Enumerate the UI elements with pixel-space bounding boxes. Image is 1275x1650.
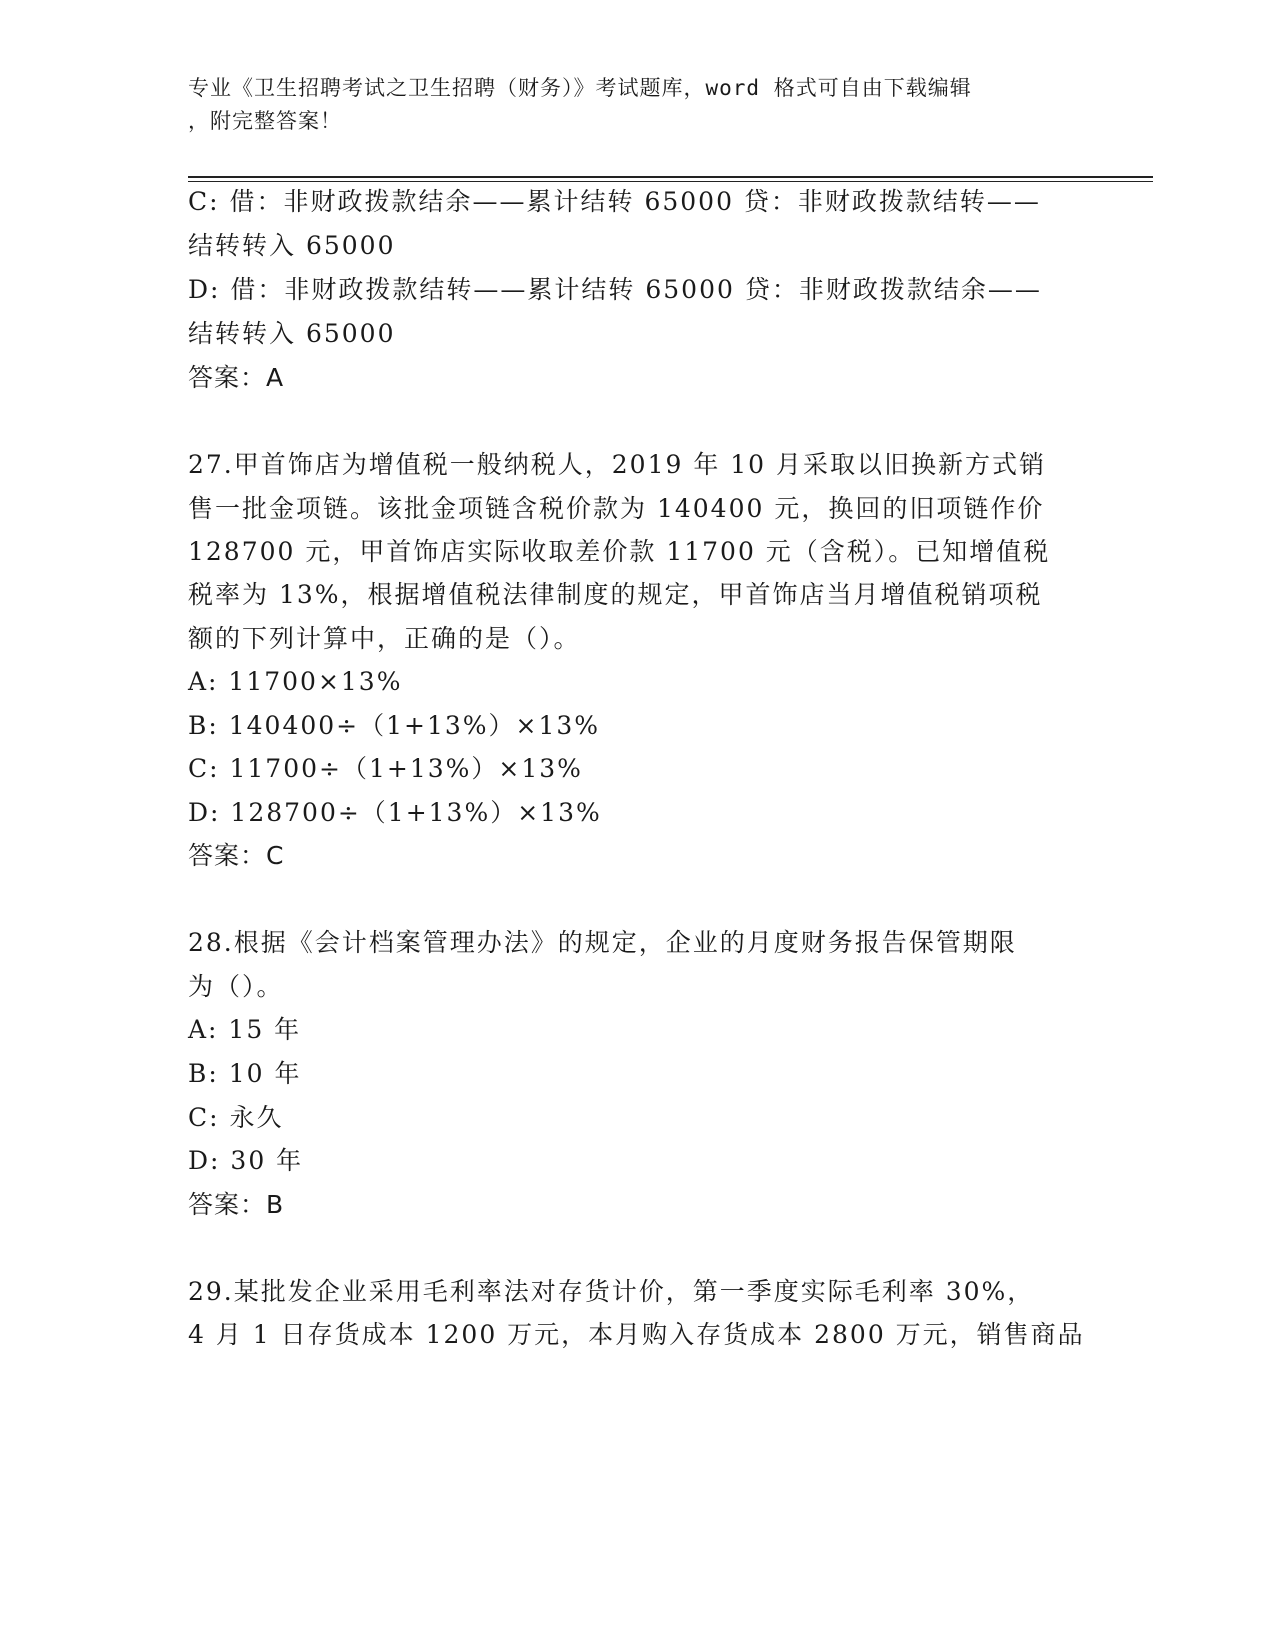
q26-option-c-line-1: C: 借：非财政拨款结余——累计结转 65000 贷：非财政拨款结转—— xyxy=(188,187,1041,216)
q26-option-c-line-2: 结转转入 65000 xyxy=(188,231,396,260)
q26-answer: 答案：A xyxy=(188,363,285,392)
q29-stem-line-1: 29.某批发企业采用毛利率法对存货计价，第一季度实际毛利率 30%， xyxy=(188,1277,1035,1306)
q27-stem-line-5: 额的下列计算中，正确的是（）。 xyxy=(188,624,581,653)
q27-stem-line-2: 售一批金项链。该批金项链含税价款为 140400 元，换回的旧项链作价 xyxy=(188,494,1045,523)
header-line-2: ，附完整答案！ xyxy=(188,109,342,133)
q28-option-b: B: 10 年 xyxy=(188,1059,302,1088)
q28-stem-line-2: 为（）。 xyxy=(188,972,284,1001)
document-header xyxy=(188,72,1068,138)
q27-option-c: C: 11700÷（1+13%）×13% xyxy=(188,754,583,783)
q28-option-c: C: 永久 xyxy=(188,1103,284,1132)
q27-option-b: B: 140400÷（1+13%）×13% xyxy=(188,711,601,740)
header-divider-thick xyxy=(188,176,1153,178)
q27-stem-line-3: 128700 元，甲首饰店实际收取差价款 11700 元（含税）。已知增值税 xyxy=(188,537,1051,566)
q26-option-d-line-2: 结转转入 65000 xyxy=(188,319,396,348)
q27-option-a: A: 11700×13% xyxy=(188,667,403,696)
q28-stem-line-1: 28.根据《会计档案管理办法》的规定，企业的月度财务报告保管期限 xyxy=(188,928,1017,957)
q27-option-d: D: 128700÷（1+13%）×13% xyxy=(188,798,602,827)
q27-answer: 答案：C xyxy=(188,841,285,870)
q27-stem-line-1: 27.甲首饰店为增值税一般纳税人，2019 年 10 月采取以旧换新方式销 xyxy=(188,450,1047,479)
header-divider-thin xyxy=(188,181,1153,182)
q27-stem-line-4: 税率为 13%，根据增值税法律制度的规定，甲首饰店当月增值税销项税 xyxy=(188,580,1043,609)
q28-option-a: A: 15 年 xyxy=(188,1015,302,1044)
header-line-1: 专业《卫生招聘考试之卫生招聘（财务）》考试题库，word 格式可自由下载编辑 xyxy=(188,76,972,100)
q28-answer: 答案：B xyxy=(188,1190,285,1219)
q26-option-d-line-1: D: 借：非财政拨款结转——累计结转 65000 贷：非财政拨款结余—— xyxy=(188,275,1042,304)
q29-stem-line-2: 4 月 1 日存货成本 1200 万元，本月购入存货成本 2800 万元，销售商品 xyxy=(188,1320,1085,1349)
q28-option-d: D: 30 年 xyxy=(188,1146,304,1175)
